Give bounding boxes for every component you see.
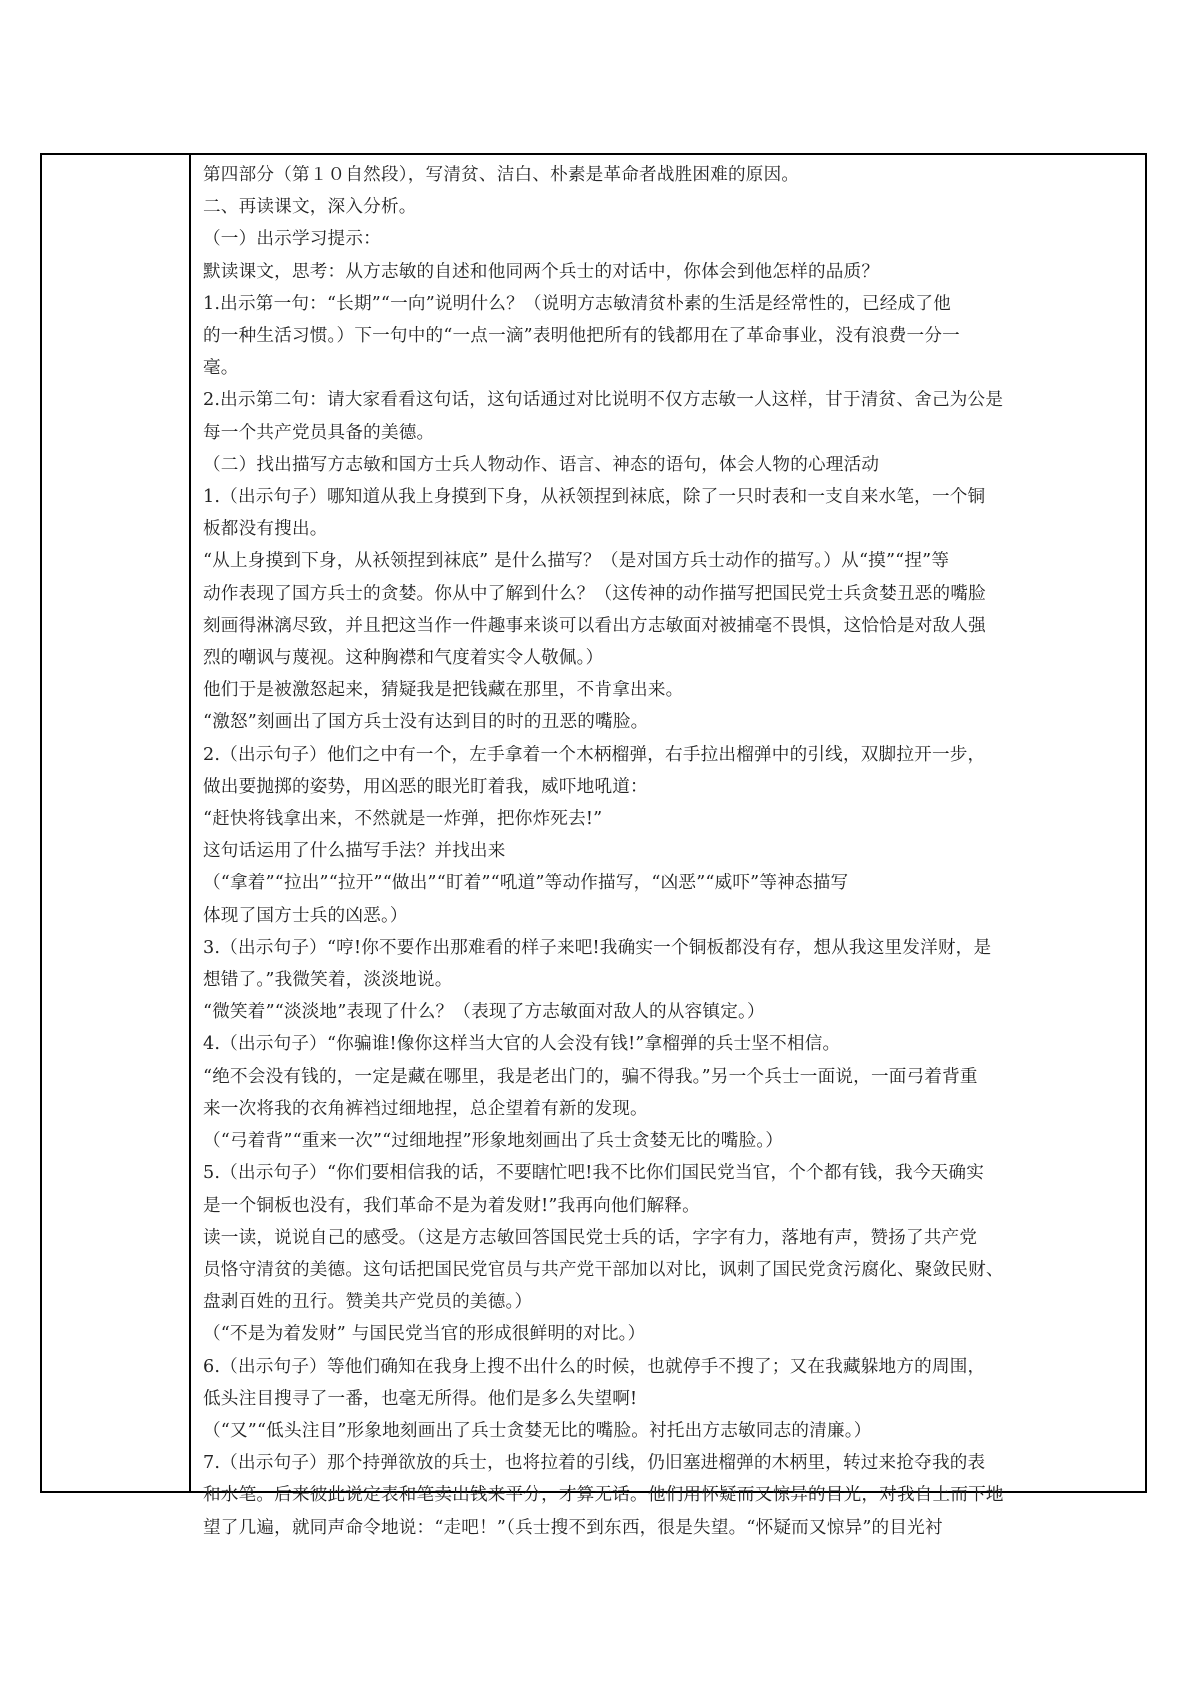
text-line: 的一种生活习惯。）下一句中的“一点一滴”表明他把所有的钱都用在了革命事业，没有浪费一分一 xyxy=(203,326,960,347)
text-line: （“拿着”“拉出”“拉开”“做出”“盯着”“吼道”等动作描写，“凶恶”“威吓”等神态描写 xyxy=(203,873,849,894)
text-line: 7.（出示句子）那个持弹欲放的兵士，也将拉着的引线，仍旧塞进榴弹的木柄里，转过来抢夺我的表 xyxy=(203,1453,986,1474)
text-line: 来一次将我的衣角裤裆过细地捏，总企望着有新的发现。 xyxy=(203,1098,648,1119)
text-line: 望了几遍，就同声命令地说：“走吧！”（兵士搜不到东西，很是失望。“怀疑而又惊异”的目光衬 xyxy=(203,1517,943,1538)
text-line: 每一个共产党员具备的美德。 xyxy=(203,422,435,443)
text-line: “赶快将钱拿出来，不然就是一炸弹，把你炸死去!” xyxy=(203,809,603,830)
text-line: 板都没有搜出。 xyxy=(203,519,328,540)
text-line: 做出要抛掷的姿势，用凶恶的眼光盯着我，威吓地吼道： xyxy=(203,776,648,797)
text-line: 是一个铜板也没有，我们革命不是为着发财!”我再向他们解释。 xyxy=(203,1195,700,1216)
text-line: 刻画得淋漓尽致，并且把这当作一件趣事来谈可以看出方志敏面对被捕毫不畏惧，这恰恰是对敌人强 xyxy=(203,615,986,636)
text-line: 动作表现了国方兵士的贪婪。你从中了解到什么？（这传神的动作描写把国民党士兵贪婪丑恶的嘴脸 xyxy=(203,583,986,604)
text-line: 默读课文，思考：从方志敏的自述和他同两个兵士的对话中，你体会到他怎样的品质？ xyxy=(203,261,880,282)
text-line: 盘剥百姓的丑行。赞美共产党员的美德。） xyxy=(203,1292,533,1313)
text-line: 想错了。”我微笑着，淡淡地说。 xyxy=(203,970,453,991)
text-line: 6.（出示句子）等他们确知在我身上搜不出什么的时候，也就停手不搜了；又在我藏躲地方的周围， xyxy=(203,1356,986,1377)
text-line: 2.（出示句子）他们之中有一个，左手拿着一个木柄榴弹，右手拉出榴弹中的引线，双脚拉开一步， xyxy=(203,744,986,765)
text-line: 二、再读课文，深入分析。 xyxy=(203,197,417,218)
text-line: 1.出示第一句：“长期”“一向”说明什么？（说明方志敏清贫朴素的生活是经常性的，已经成了他 xyxy=(203,293,951,314)
text-line: （一）出示学习提示： xyxy=(203,229,381,250)
table-content-cell xyxy=(191,155,1145,1538)
text-line: “微笑着”“淡淡地”表现了什么？（表现了方志敏面对敌人的从容镇定。） xyxy=(203,1002,765,1023)
text-line: （“弓着背”“重来一次”“过细地捏”形象地刻画出了兵士贪婪无比的嘴脸。） xyxy=(203,1131,784,1152)
text-line: 这句话运用了什么描写手法？并找出来 xyxy=(203,841,506,862)
text-line: 他们于是被激怒起来，猜疑我是把钱藏在那里，不肯拿出来。 xyxy=(203,680,684,701)
text-line: 体现了国方士兵的凶恶。） xyxy=(203,905,408,926)
text-line: “从上身摸到下身，从袄领捏到袜底” 是什么描写？（是对国方兵士动作的描写。）从“摸”“捏”等 xyxy=(203,551,950,572)
text-line: 读一读，说说自己的感受。（这是方志敏回答国民党士兵的话，字字有力，落地有声，赞扬了共产党 xyxy=(203,1227,978,1248)
text-line: 毫。 xyxy=(203,358,239,379)
text-line: （“又”“低头注目”形象地刻画出了兵士贪婪无比的嘴脸。衬托出方志敏同志的清廉。） xyxy=(203,1420,872,1441)
text-line: 和水笔。后来彼此说定表和笔卖出钱来平分，才算无话。他们用怀疑而又惊异的目光，对我自上而下地 xyxy=(203,1485,1004,1506)
text-line: “绝不会没有钱的，一定是藏在哪里，我是老出门的，骗不得我。”另一个兵士一面说，一面弓着背重 xyxy=(203,1066,978,1087)
text-line: （二）找出描写方志敏和国方士兵人物动作、语言、神态的语句，体会人物的心理活动 xyxy=(203,454,880,475)
text-line: “激怒”刻画出了国方兵士没有达到目的时的丑恶的嘴脸。 xyxy=(203,712,649,733)
text-line: 低头注目搜寻了一番，也毫无所得。他们是多么失望啊! xyxy=(203,1388,638,1409)
document-table xyxy=(40,153,1147,1538)
text-line: 第四部分（第１０自然段），写清贫、洁白、朴素是革命者战胜困难的原因。 xyxy=(203,165,800,185)
text-line: 4.（出示句子）“你骗谁!像你这样当大官的人会没有钱!”拿榴弹的兵士坚不相信。 xyxy=(203,1034,841,1055)
text-line: 3.（出示句子）“哼!你不要作出那难看的样子来吧!我确实一个铜板都没有存，想从我这里发洋财，是 xyxy=(203,937,992,958)
text-line: 5.（出示句子）“你们要相信我的话，不要瞎忙吧!我不比你们国民党当官，个个都有钱，我今天确实 xyxy=(203,1163,984,1184)
text-line: （“不是为着发财” 与国民党当官的形成很鲜明的对比。） xyxy=(203,1324,646,1345)
table-left-cell xyxy=(42,155,191,1491)
text-line: 2.出示第二句：请大家看看这句话，这句话通过对比说明不仅方志敏一人这样，甘于清贫、舍己为公是 xyxy=(203,390,1004,411)
text-line: 员恪守清贫的美德。这句话把国民党官员与共产党干部加以对比，讽刺了国民党贪污腐化、聚敛民财、 xyxy=(203,1259,1004,1280)
text-line: 1.（出示句子）哪知道从我上身摸到下身，从袄领捏到袜底，除了一只时表和一支自来水笔，一个铜 xyxy=(203,487,986,508)
text-line: 烈的嘲讽与蔑视。这种胸襟和气度着实令人敬佩。） xyxy=(203,648,604,669)
